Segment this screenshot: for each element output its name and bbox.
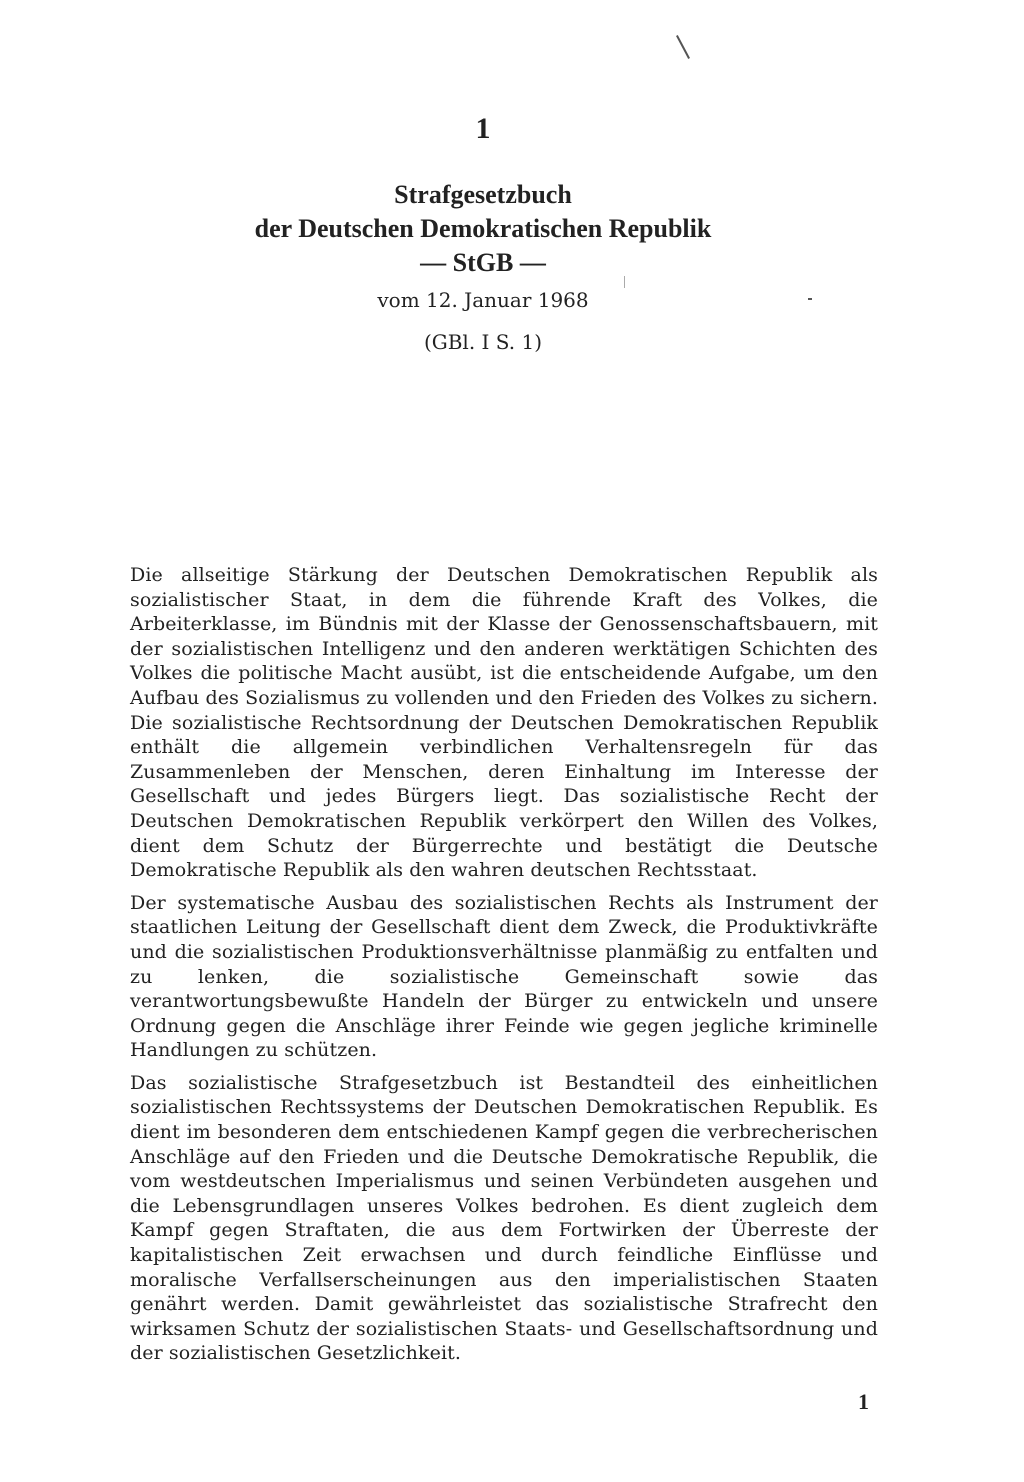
paragraph: Der systematische Ausbau des sozialistischen Rechts als Instrument der staatlichen Leitung der Gesellschaft dient dem Zweck, die Produktivkräfte und die sozialistischen Produktionsverhältnisse planmäßig zu entfalten und zu lenken, die sozialistische Gemeinschaft sowie das verantwortungsbewußte Handeln der Bürger zu entwickeln und unsere Ordnung gegen die Anschläge ihrer Feinde wie gegen jegliche kriminelle Handlungen zu schützen. [130, 891, 878, 1062]
paragraph: Das sozialistische Strafgesetzbuch ist Bestandteil des einheitlichen sozialistischen Rechtssystems der Deutschen Demokratischen Republik. Es dient im besonderen dem entschiedenen Kampf gegen die verbrecherischen Anschläge auf den Frieden und die Deutsche Demokratische Republik, die vom westdeutschen Imperialismus und seinen Verbündeten ausgehen und die Lebensgrundlagen unseres Volkes bedrohen. Es dient zugleich dem Kampf gegen Straftaten, die aus dem Fortwirken der Überreste der kapitalistischen Zeit erwachsen und durch feindliche Einflüsse und moralische Verfallserscheinungen aus den imperialistischen Staaten genährt werden. Damit gewährleistet das sozialistische Strafrecht den wirksamen Schutz der sozialistischen Staats- und Gesellschaftsordnung und der sozialistischen Gesetzlichkeit. [130, 1071, 878, 1365]
document-date: vom 12. Januar 1968 [377, 288, 589, 312]
title-line-3: — StGB — [420, 248, 546, 277]
document-title [0, 178, 966, 280]
title-line-2: der Deutschen Demokratischen Republik [254, 214, 712, 243]
page-number: 1 [858, 1389, 869, 1414]
document-number: 1 [475, 112, 491, 145]
paragraph: Die allseitige Stärkung der Deutschen Demokratischen Republik als sozialistischer Staat, in dem die führende Kraft des Volkes, die Arbeiterklasse, im Bündnis mit der Klasse der Genossenschaftsbauern, mit der sozialistischen Intelligenz und den anderen werktätigen Schichten des Volkes die politische Macht ausübt, ist die entscheidende Aufgabe, um den Aufbau des Sozialismus zu vollenden und den Frieden des Volkes zu sichern. Die sozialistische Rechtsordnung der Deutschen Demokratischen Republik enthält die allgemein verbindlichen Verhaltensregeln für das Zusammenleben der Menschen, deren Einhaltung im Interesse der Gesellschaft und jedes Bürgers liegt. Das sozialistische Recht der Deutschen Demokratischen Republik verkörpert den Willen des Volkes, dient dem Schutz der Bürgerrechte und bestätigt die Deutsche Demokratische Republik als den wahren deutschen Rechtsstaat. [130, 564, 878, 882]
scan-artifact [676, 35, 690, 59]
preamble [130, 563, 878, 1374]
document-source: (GBl. I S. 1) [423, 330, 543, 354]
title-line-1: Strafgesetzbuch [394, 180, 572, 209]
